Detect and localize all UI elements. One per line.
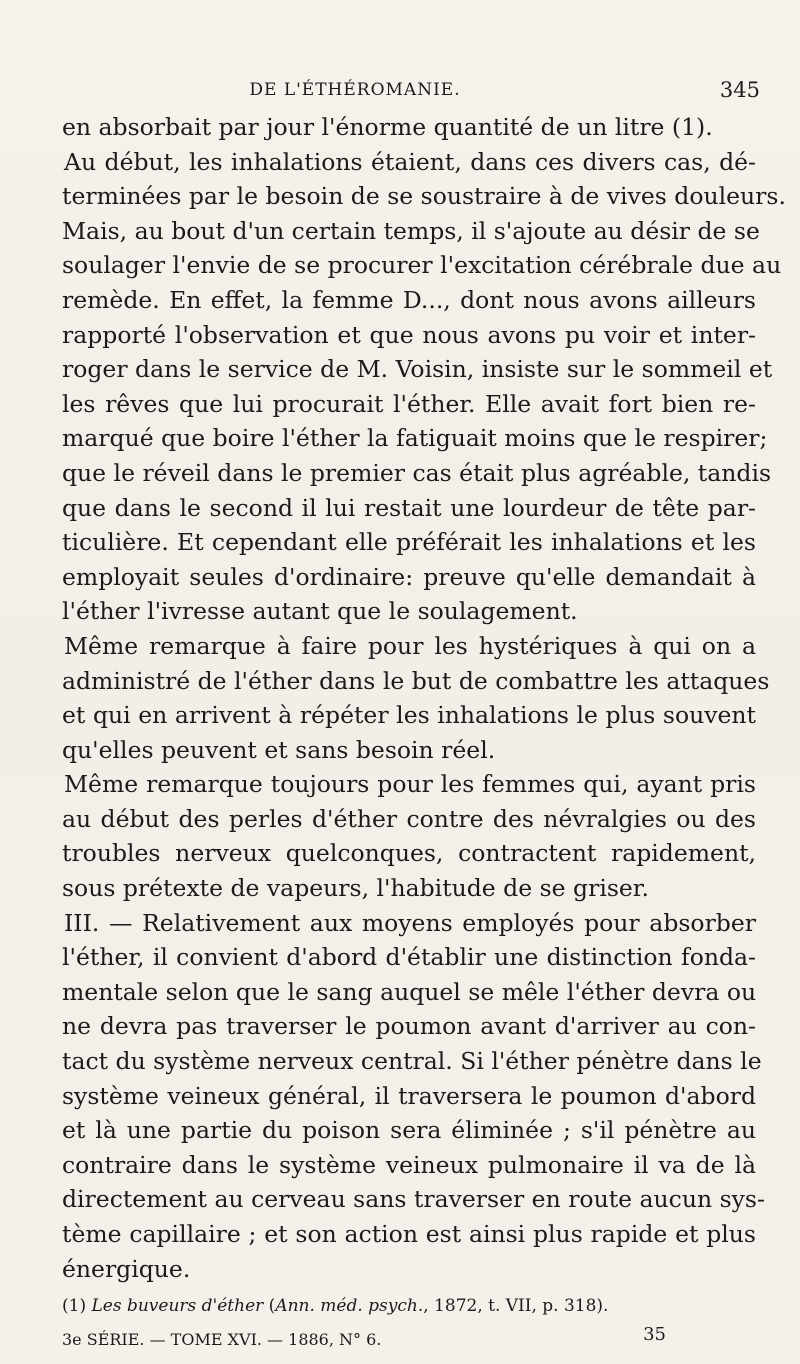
text-line: et qui en arrivent à répéter les inhalations le plus souvent [62,701,756,730]
text-line: en absorbait par jour l'énorme quantité de un litre (1). [62,113,713,141]
body-text [62,110,786,1286]
text-line: l'éther, il convient d'abord d'établir une distinction fonda- [62,943,756,972]
series-line: 3e SÉRIE. — TOME XVI. — 1886, N° 6. [62,1330,382,1349]
text-line: remède. En effet, la femme D..., dont nous avons ailleurs [62,285,756,314]
footnote-title: Les buveurs d'éther [91,1296,264,1316]
text-line: que dans le second il lui restait une lourdeur de tête par- [62,493,756,522]
footnote-open-paren: ( [268,1296,276,1316]
text-line: administré de l'éther dans le but de combattre les attaques [62,666,770,695]
text-line: énergique. [62,1254,191,1283]
text-line: Même remarque à faire pour les hystériques à qui on a [64,631,756,660]
text-line: Même remarque toujours pour les femmes qui, ayant pris [64,770,756,799]
text-line: Mais, au bout d'un certain temps, il s'ajoute au désir de se [62,216,760,245]
footnote-marker: (1) [62,1296,87,1316]
text-line: marqué que boire l'éther la fatiguait moins que le respirer; [62,424,768,453]
text-line: roger dans le service de M. Voisin, insiste sur le sommeil et [62,355,773,384]
text-line: sous prétexte de vapeurs, l'habitude de se griser. [62,874,649,903]
text-line: employait seules d'ordinaire: preuve qu'elle demandait à [62,562,756,591]
text-line: ticulière. Et cependant elle préférait les inhalations et les [62,528,756,557]
text-line: l'éther l'ivresse autant que le soulagement. [62,597,578,626]
text-line: troubles nerveux quelconques, contractent rapidement, [62,839,756,868]
running-title: DE L'ÉTHÉROMANIE. [249,80,461,100]
text-line: les rêves que lui procurait l'éther. Elle avait fort bien re- [62,389,756,418]
text-line: terminées par le besoin de se soustraire à de vives douleurs. [62,182,786,211]
text-line: qu'elles peuvent et sans besoin réel. [62,735,496,764]
running-head [60,78,760,104]
text-line: et là une partie du poison sera éliminée ; s'il pénètre au [62,1116,756,1145]
text-line: mentale selon que le sang auquel se mêle l'éther devra ou [62,977,757,1006]
text-line: directement au cerveau sans traverser en route aucun sys- [62,1185,765,1214]
footnote-rest: , 1872, t. VII, p. 318). [423,1296,609,1316]
text-line: contraire dans le système veineux pulmonaire il va de là [62,1150,756,1179]
page-number: 345 [719,78,760,102]
text-line: ne devra pas traverser le poumon avant d'arriver au con- [62,1012,756,1041]
footnote-journal: Ann. méd. psych. [275,1296,424,1316]
text-line: III. — Relativement aux moyens employés pour absorber [64,908,756,937]
text-line: rapporté l'observation et que nous avons pu voir et inter- [62,320,756,349]
text-line: système veineux général, il traversera le poumon d'abord [62,1081,756,1110]
text-line: soulager l'envie de se procurer l'excitation cérébrale due au [62,251,782,280]
printer-signature [62,1324,666,1349]
text-line: Au début, les inhalations étaient, dans ces divers cas, dé- [64,147,756,176]
footnote [62,1296,608,1316]
sheet-number: 35 [643,1324,666,1345]
text-line: que le réveil dans le premier cas était plus agréable, tandis [62,458,772,487]
text-line: au début des perles d'éther contre des névralgies ou des [62,804,756,833]
text-line: tème capillaire ; et son action est ainsi plus rapide et plus [62,1220,756,1248]
text-line: tact du système nerveux central. Si l'éther pénètre dans le [62,1047,762,1076]
